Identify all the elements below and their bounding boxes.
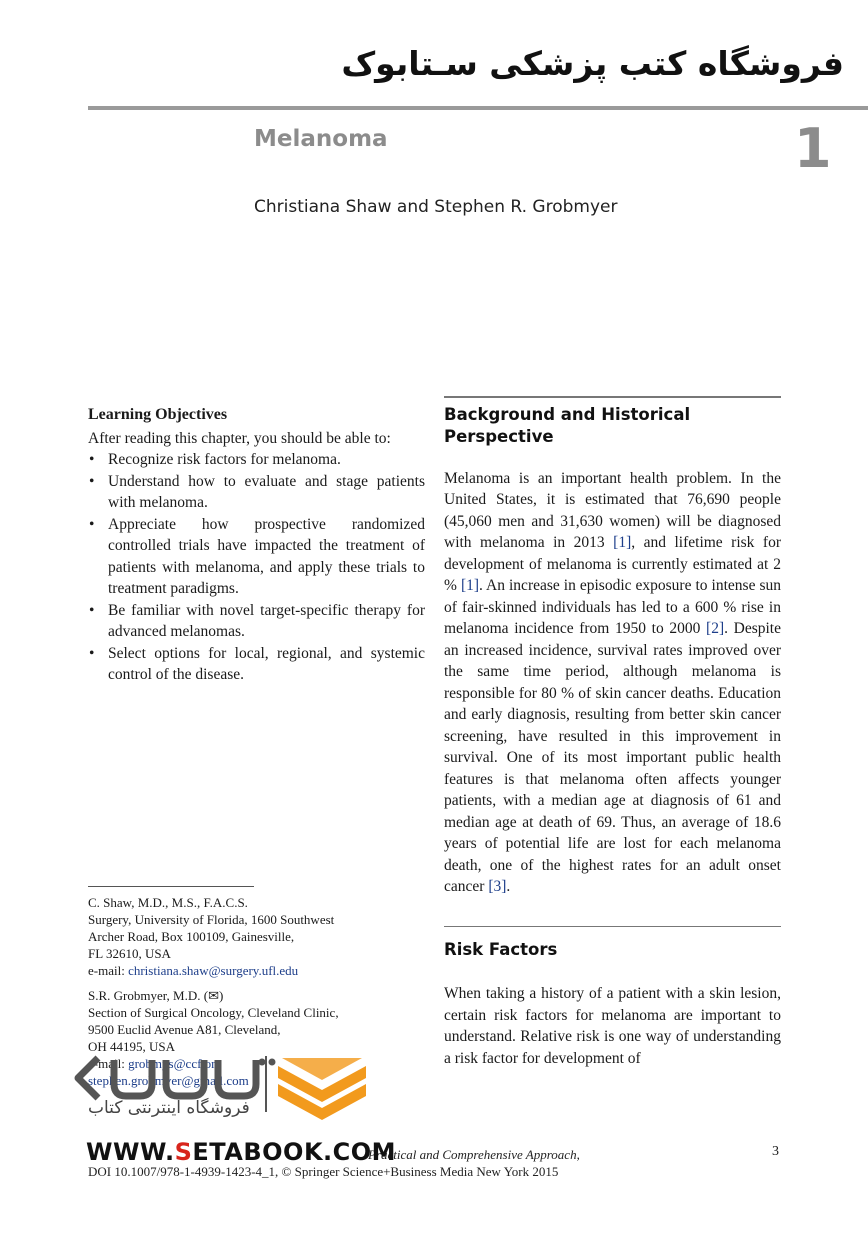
citation-link[interactable]: [1] — [613, 534, 632, 551]
chapter-number: 1 — [794, 117, 832, 180]
store-banner: فروشگاه کتب پزشکی سـتابوک — [341, 44, 844, 83]
affiliation-line: Section of Surgical Oncology, Cleveland Clinic, — [88, 1005, 339, 1020]
list-item: • Appreciate how prospective randomized controlled trials have impacted the treatment of patients with melanoma, and apply these trials to treatment paradigms. — [88, 514, 425, 600]
chapter-authors: Christiana Shaw and Stephen R. Grobmyer — [254, 197, 618, 217]
email-link[interactable]: stephen.grobmyer@gmail.com — [88, 1073, 249, 1088]
email-label: e-mail: — [88, 1056, 129, 1071]
section-heading-line: Background and Historical — [444, 404, 691, 424]
chapter-title: Melanoma — [254, 126, 388, 152]
affiliation-line: C. Shaw, M.D., M.S., F.A.C.S. — [88, 895, 248, 910]
learning-objectives-list — [88, 449, 425, 686]
citation-link[interactable]: [1] — [460, 577, 480, 594]
affiliation-email — [88, 962, 418, 979]
affiliation-line: Archer Road, Box 100109, Gainesville, — [88, 929, 295, 944]
affiliation-line: 9500 Euclid Avenue A81, Cleveland, — [88, 1022, 281, 1037]
store-logo-text: فروشگاه اینترنتی کتاب — [88, 1098, 250, 1118]
affiliation-line: S.R. Grobmyer, M.D. (✉) — [88, 988, 224, 1003]
footnote-rule — [88, 886, 254, 887]
page-number: 3 — [772, 1144, 779, 1159]
email-link[interactable]: christiana.shaw@surgery.ufl.edu — [128, 963, 299, 978]
section-rule — [444, 396, 781, 398]
list-item: • Recognize risk factors for melanoma. — [88, 449, 425, 471]
paragraph-text: . Despite an increased incidence, survival rates improved over the same time period, although melanoma is responsible for 80 % of skin cancer deaths. Education and early diagnosis, resulting from better skin cancer screening, have resulted in this improvement in survival. One of its most important public health features is that melanoma often affects younger patients, with a median age at diagnosis of 61 and median age at death of 69. Thus, an average of 18.6 years of potential life are lost for each melanoma death, one of the highest rates for an adult onset cancer — [444, 620, 781, 895]
section-heading-background — [444, 404, 781, 448]
list-item: • Be familiar with novel target-specific therapy for advanced melanomas. — [88, 600, 425, 643]
url-part: WWW. — [86, 1138, 175, 1166]
learning-objectives-heading: Learning Objectives — [88, 406, 228, 423]
affiliation-line: Surgery, University of Florida, 1600 Southwest — [88, 912, 335, 927]
citation-link[interactable]: [3] — [488, 878, 507, 895]
learning-objectives — [88, 404, 425, 686]
book-box-icon — [278, 1056, 366, 1122]
affiliation-line: FL 32610, USA — [88, 946, 171, 961]
citation-line: Practical and Comprehensive Approach, — [368, 1147, 580, 1162]
list-item: • Select options for local, regional, and systemic control of the disease. — [88, 643, 425, 686]
paragraph-text: . — [506, 878, 511, 895]
section-heading-risk-factors: Risk Factors — [444, 940, 558, 959]
citation-doi: DOI 10.1007/978-1-4939-1423-4_1, © Springer Science+Business Media New York 2015 — [88, 1164, 559, 1179]
watermark-url — [86, 1138, 396, 1166]
list-item: • Understand how to evaluate and stage patients with melanoma. — [88, 471, 425, 514]
learning-objectives-intro: After reading this chapter, you should be able to: — [88, 429, 391, 447]
url-part: ETABOOK.COM — [192, 1138, 397, 1166]
top-rule — [88, 106, 868, 110]
risk-factors-paragraph: When taking a history of a patient with a skin lesion, certain risk factors for melanoma are important to understand. Relative risk is one way of understanding a risk factor for development of — [444, 985, 781, 1067]
right-column — [444, 396, 781, 1069]
affiliation-line: OH 44195, USA — [88, 1039, 176, 1054]
url-part: S — [174, 1138, 193, 1166]
email-link[interactable]: grobmys@ccf.org — [128, 1056, 222, 1071]
background-paragraph — [444, 468, 781, 898]
paragraph-text: Melanoma is an important health problem. In the United States, it is estimated that 76,690 people (45,060 men and 31,630 women) will be diagnosed with melanoma in 2013 — [444, 469, 781, 551]
citation-link[interactable]: [2] — [706, 620, 725, 637]
section-rule — [444, 926, 781, 928]
email-label: e-mail: — [88, 963, 129, 978]
paragraph-text: , and lifetime risk for development of melanoma is currently estimated at 2 % — [444, 534, 781, 594]
section-heading-line: Perspective — [444, 426, 554, 446]
paragraph-text: . An increase in episodic exposure to intense sun of fair-skinned individuals has led to a 600 % rise in melanoma incidence from 1950 to 2000 — [444, 577, 782, 637]
logo-separator — [265, 1056, 267, 1112]
